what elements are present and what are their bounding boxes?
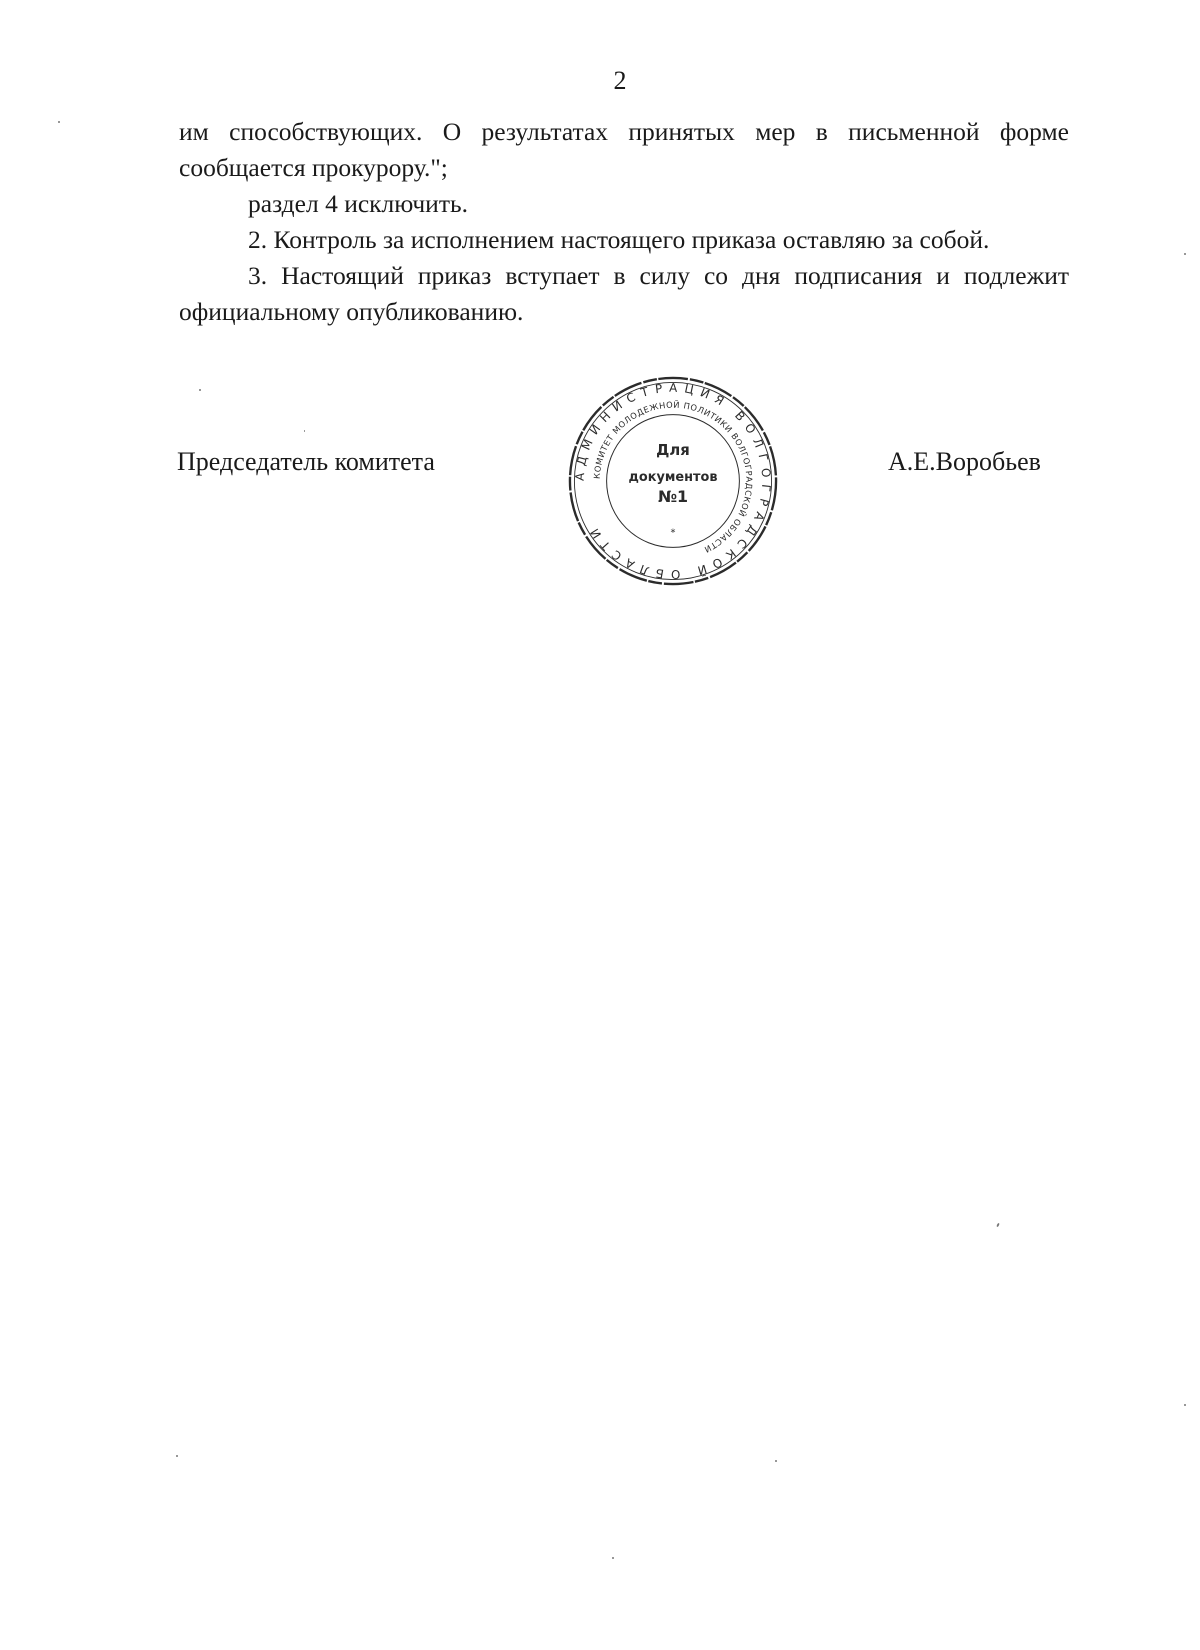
scan-speck <box>58 121 60 123</box>
seal-outer-ring-text: АДМИНИСТРАЦИЯ ВОЛГОГРАДСКОЙ ОБЛАСТИ <box>572 380 774 582</box>
scan-speck <box>612 1557 614 1559</box>
scan-speck <box>199 389 201 391</box>
seal-inner-ring-text: КОМИТЕТ МОЛОДЕЖНОЙ ПОЛИТИКИ ВОЛГОГРАДСКОЙ ОБЛАСТИ <box>591 399 755 555</box>
official-seal <box>564 372 782 590</box>
document-body <box>179 114 1069 330</box>
paragraph-section-removal: раздел 4 исключить. <box>248 189 468 218</box>
paragraph-item-2: 2. Контроль за исполнением настоящего приказа оставляю за собой. <box>248 225 990 254</box>
seal-center-line-1: Для <box>656 441 690 460</box>
scan-speck <box>1184 1404 1186 1406</box>
signatory-title: Председатель комитета <box>177 447 435 476</box>
seal-star: * <box>670 527 676 539</box>
signatory-name: А.Е.Воробьев <box>888 447 1041 476</box>
seal-center-line-3: №1 <box>657 486 689 506</box>
seal-center-line-2: документов <box>628 470 718 485</box>
scan-speck <box>176 1455 178 1457</box>
scan-speck <box>996 1223 1000 1227</box>
paragraph-item-3: 3. Настоящий приказ вступает в силу со дня подписания и подлежит официальному опубликованию. <box>179 261 1069 326</box>
scan-speck <box>304 430 305 432</box>
page-number: 2 <box>613 66 627 95</box>
scan-speck <box>775 1460 777 1462</box>
paragraph-continuation: им способствующих. О результатах принятых мер в письменной форме сообщается прокурору."; <box>179 117 1069 182</box>
scan-speck <box>1184 253 1186 255</box>
